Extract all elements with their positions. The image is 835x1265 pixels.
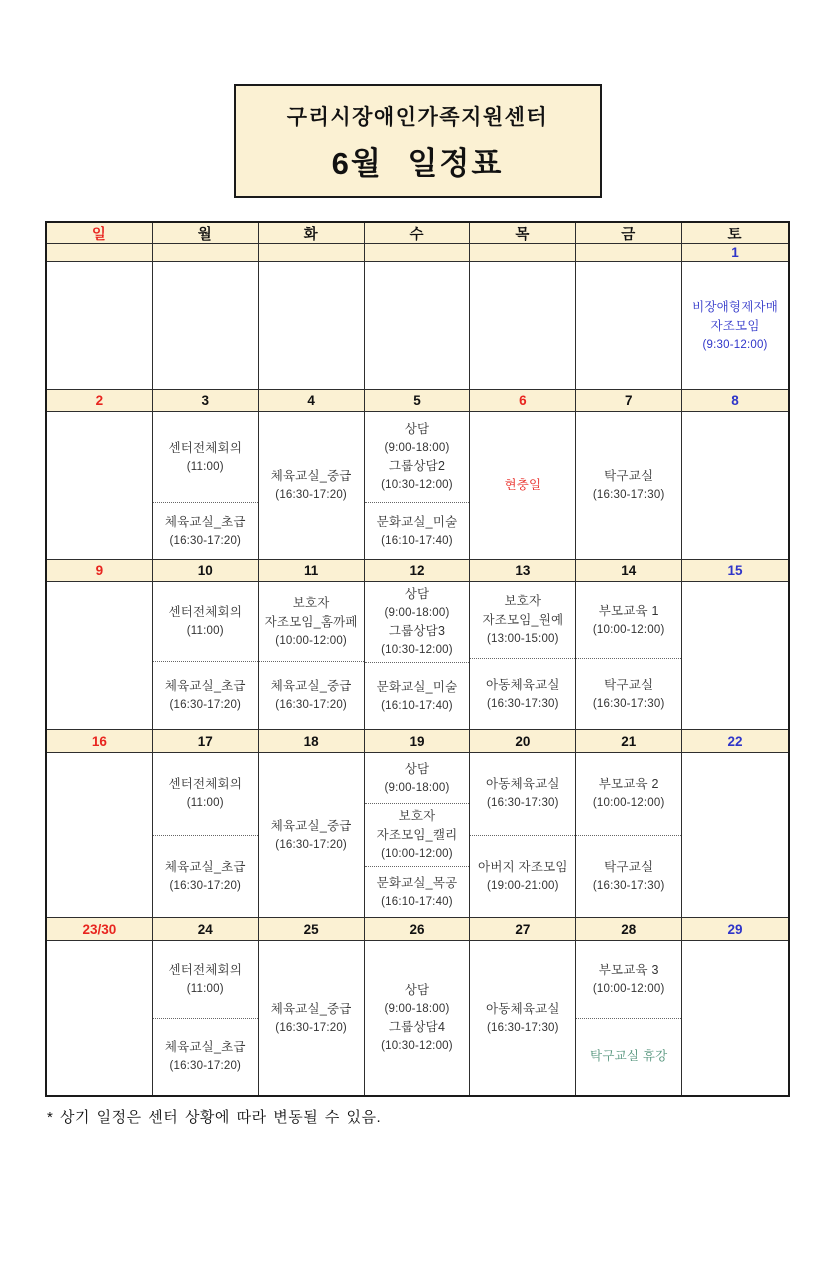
event-time: (16:10-17:40) — [381, 895, 453, 908]
day-cell — [365, 941, 471, 1095]
event-time: (16:30-17:20) — [275, 1021, 347, 1034]
date-cell: 9 — [47, 560, 153, 581]
date-row — [47, 244, 788, 262]
event-name: 자조모임_원예 — [482, 613, 564, 628]
date-cell: 13 — [470, 560, 576, 581]
event-section — [365, 803, 470, 866]
day-cell — [47, 941, 153, 1095]
event-name: 부모교육 3 — [598, 962, 659, 977]
event-section — [259, 753, 364, 917]
event-section — [153, 753, 258, 835]
event-time: (10:00-12:00) — [592, 623, 665, 636]
event-time: (10:30-12:00) — [381, 1040, 453, 1052]
event-section — [153, 412, 258, 502]
event-time: (11:00) — [186, 460, 224, 473]
event-name: 상담 — [404, 587, 430, 601]
day-cell — [470, 941, 576, 1095]
event-time: (16:30-17:30) — [592, 879, 665, 892]
event-time: (16:30-17:20) — [169, 879, 242, 892]
event-name: 자조모임 — [710, 318, 760, 333]
day-cell — [47, 262, 153, 389]
event-name: 보호자 — [504, 594, 542, 609]
day-cell — [576, 412, 682, 559]
date-cell: 10 — [153, 560, 259, 581]
event-name: 아동체육교실 — [486, 677, 560, 692]
event-section — [365, 582, 470, 662]
date-cell: 4 — [259, 390, 365, 411]
event-section — [365, 502, 470, 559]
event-name: 보호자 — [292, 595, 330, 610]
event-section — [259, 412, 364, 559]
day-cell — [259, 941, 365, 1095]
day-cell — [576, 941, 682, 1095]
event-name: 문화교실_미술 — [376, 679, 458, 694]
day-cell — [153, 582, 259, 729]
event-section — [470, 941, 575, 1095]
event-name: 문화교실_목공 — [376, 875, 458, 890]
event-name: 탁구교실 — [604, 469, 654, 483]
event-time: (16:30-17:30) — [592, 489, 665, 501]
content-row — [47, 262, 788, 390]
event-name: 센터전체회의 — [168, 605, 243, 620]
day-cell — [47, 582, 153, 729]
event-name: 상담 — [404, 983, 430, 997]
event-time: (10:00-12:00) — [275, 634, 347, 647]
event-time: (9:00-18:00) — [384, 1003, 450, 1015]
event-name: 체육교실_초급 — [164, 514, 246, 529]
date-row — [47, 560, 788, 582]
date-cell: 11 — [259, 560, 365, 581]
day-cell — [259, 753, 365, 917]
date-cell: 8 — [731, 393, 739, 408]
event-time: (10:30-12:00) — [381, 479, 453, 492]
event-time: (11:00) — [186, 797, 224, 810]
day-cell — [259, 262, 365, 389]
content-row — [47, 941, 788, 1095]
event-name: 아동체육교실 — [486, 777, 560, 792]
event-name: 그룹상담3 — [388, 624, 446, 638]
date-cell: 18 — [259, 730, 365, 752]
event-name: 그룹상담2 — [388, 459, 446, 474]
event-time: (13:00-15:00) — [487, 633, 559, 646]
day-cell — [47, 753, 153, 917]
event-time: (16:10-17:40) — [381, 699, 453, 712]
event-name: 체육교실_중급 — [270, 818, 352, 833]
event-name: 센터전체회의 — [168, 777, 243, 792]
event-section — [576, 835, 681, 918]
event-name: 센터전체회의 — [168, 962, 243, 977]
event-time: (16:10-17:40) — [381, 534, 453, 547]
date-cell: 5 — [365, 390, 471, 411]
date-cell: 27 — [470, 918, 576, 940]
event-section — [365, 753, 470, 803]
day-cell — [259, 582, 365, 729]
event-time: (16:30-17:20) — [169, 1060, 242, 1073]
event-name: 탁구교실 휴강 — [590, 1049, 668, 1064]
event-name: 체육교실_초급 — [164, 859, 246, 874]
event-time: (11:00) — [186, 625, 224, 638]
event-name: 센터전체회의 — [168, 440, 243, 455]
day-cell — [470, 412, 576, 559]
event-time: (9:00-18:00) — [384, 442, 450, 455]
day-cell — [470, 262, 576, 389]
event-name: 자조모임_홈까페 — [264, 614, 358, 629]
date-cell: 12 — [365, 560, 471, 581]
date-cell: 15 — [727, 563, 743, 578]
event-time: (11:00) — [186, 982, 224, 995]
event-time: (10:00-12:00) — [592, 797, 665, 810]
event-name: 현충일 — [504, 478, 542, 492]
day-cell — [682, 941, 788, 1095]
day-cell — [365, 412, 471, 559]
day-cell — [576, 262, 682, 389]
event-name: 상담 — [404, 422, 430, 437]
event-name: 아동체육교실 — [486, 1001, 560, 1016]
date-cell — [259, 244, 365, 261]
date-cell: 28 — [576, 918, 682, 940]
weekday-label: 월 — [153, 223, 259, 244]
day-cell — [576, 753, 682, 917]
day-cell — [365, 262, 471, 389]
event-time: (16:30-17:30) — [592, 697, 665, 710]
event-name: 체육교실_중급 — [270, 1001, 352, 1016]
event-section — [576, 658, 681, 729]
day-cell — [47, 412, 153, 559]
date-cell: 29 — [727, 921, 743, 937]
date-cell: 1 — [731, 245, 739, 260]
schedule-title: 6월 일정표 — [331, 146, 504, 181]
event-name: 아버지 자조모임 — [478, 859, 568, 874]
date-cell — [576, 244, 682, 261]
event-section — [153, 582, 258, 661]
event-name: 체육교실_중급 — [270, 469, 352, 483]
day-cell — [470, 753, 576, 917]
event-section — [682, 262, 788, 389]
event-section — [153, 661, 258, 729]
event-name: 문화교실_미술 — [376, 514, 458, 529]
event-section — [576, 941, 681, 1018]
day-cell — [576, 582, 682, 729]
date-row — [47, 918, 788, 941]
date-cell: 25 — [259, 918, 365, 940]
weekday-label: 금 — [576, 223, 682, 244]
weekday-label: 화 — [259, 223, 365, 244]
day-cell — [259, 412, 365, 559]
event-time: (16:30-17:20) — [275, 838, 347, 851]
event-section — [470, 582, 575, 658]
day-cell — [682, 753, 788, 917]
event-time: (16:30-17:20) — [275, 699, 347, 712]
content-row — [47, 412, 788, 560]
date-cell: 17 — [153, 730, 259, 752]
day-cell — [682, 262, 788, 389]
event-section — [470, 658, 575, 729]
event-name: 비장애형제자매 — [692, 299, 779, 314]
content-row — [47, 753, 788, 918]
date-cell: 22 — [727, 733, 743, 749]
date-cell: 2 — [47, 390, 153, 411]
event-name: 부모교육 2 — [598, 777, 659, 792]
footer-note: * 상기 일정은 센터 상황에 따라 변동될 수 있음. — [47, 1109, 382, 1126]
event-time: (10:30-12:00) — [381, 644, 453, 656]
event-section — [470, 412, 575, 559]
date-cell: 16 — [47, 730, 153, 752]
date-cell: 6 — [470, 390, 576, 411]
date-cell: 24 — [153, 918, 259, 940]
date-row — [47, 730, 788, 753]
schedule-page — [0, 84, 835, 1127]
event-time: (16:30-17:20) — [169, 699, 242, 712]
day-cell — [153, 262, 259, 389]
event-section — [470, 835, 575, 918]
event-time: (16:30-17:20) — [275, 489, 347, 501]
event-time: (9:00-18:00) — [384, 781, 450, 794]
event-name: 부모교육 1 — [598, 603, 659, 618]
event-section — [153, 835, 258, 918]
event-name: 탁구교실 — [604, 677, 654, 692]
event-name: 상담 — [404, 761, 430, 776]
event-section — [259, 582, 364, 661]
event-section — [576, 582, 681, 658]
day-cell — [153, 412, 259, 559]
event-name: 체육교실_중급 — [270, 679, 352, 694]
date-cell — [365, 244, 471, 261]
content-row — [47, 582, 788, 730]
event-section — [576, 753, 681, 835]
event-section — [470, 753, 575, 835]
event-name: 탁구교실 — [604, 859, 654, 874]
weekday-header-row — [47, 223, 788, 244]
title-box — [234, 84, 602, 198]
event-section — [365, 866, 470, 917]
event-time: (16:30-17:20) — [169, 534, 242, 547]
event-name: 체육교실_초급 — [164, 1040, 246, 1055]
date-cell: 14 — [576, 560, 682, 581]
center-name: 구리시장애인가족지원센터 — [286, 106, 549, 129]
date-cell — [47, 244, 153, 261]
day-cell — [365, 582, 471, 729]
date-cell: 20 — [470, 730, 576, 752]
event-time: (19:00-21:00) — [487, 879, 559, 892]
date-cell: 7 — [576, 390, 682, 411]
event-name: 체육교실_초급 — [164, 679, 246, 694]
event-section — [576, 1018, 681, 1096]
event-section — [365, 941, 470, 1095]
calendar-table — [45, 221, 790, 1097]
event-section — [365, 662, 470, 729]
event-time: (16:30-17:30) — [487, 1021, 559, 1034]
event-time: (10:00-12:00) — [592, 982, 665, 995]
date-cell: 26 — [365, 918, 471, 940]
event-name: 보호자 — [398, 809, 436, 823]
event-section — [153, 502, 258, 559]
date-cell: 23/30 — [47, 918, 153, 940]
day-cell — [365, 753, 471, 917]
event-time: (10:00-12:00) — [381, 848, 453, 860]
day-cell — [153, 941, 259, 1095]
event-section — [365, 412, 470, 502]
event-section — [153, 1018, 258, 1096]
day-cell — [682, 412, 788, 559]
weekday-label: 일 — [47, 223, 153, 244]
weekday-label: 토 — [727, 227, 743, 243]
event-time: (9:30-12:00) — [702, 338, 768, 351]
event-section — [153, 941, 258, 1018]
event-time: (16:30-17:30) — [487, 697, 559, 710]
date-cell: 19 — [365, 730, 471, 752]
date-cell: 3 — [153, 390, 259, 411]
event-section — [259, 661, 364, 729]
event-time: (9:00-18:00) — [384, 607, 450, 619]
event-time: (16:30-17:30) — [487, 797, 559, 810]
event-section — [259, 941, 364, 1095]
date-cell — [153, 244, 259, 261]
calendar-weeks — [47, 244, 788, 1095]
event-name: 자조모임_캘리 — [376, 828, 458, 842]
day-cell — [153, 753, 259, 917]
date-row — [47, 390, 788, 412]
day-cell — [470, 582, 576, 729]
weekday-label: 수 — [365, 223, 471, 244]
day-cell — [682, 582, 788, 729]
event-name: 그룹상담4 — [388, 1020, 446, 1034]
date-cell — [470, 244, 576, 261]
event-section — [576, 412, 681, 559]
weekday-label: 목 — [470, 223, 576, 244]
date-cell: 21 — [576, 730, 682, 752]
